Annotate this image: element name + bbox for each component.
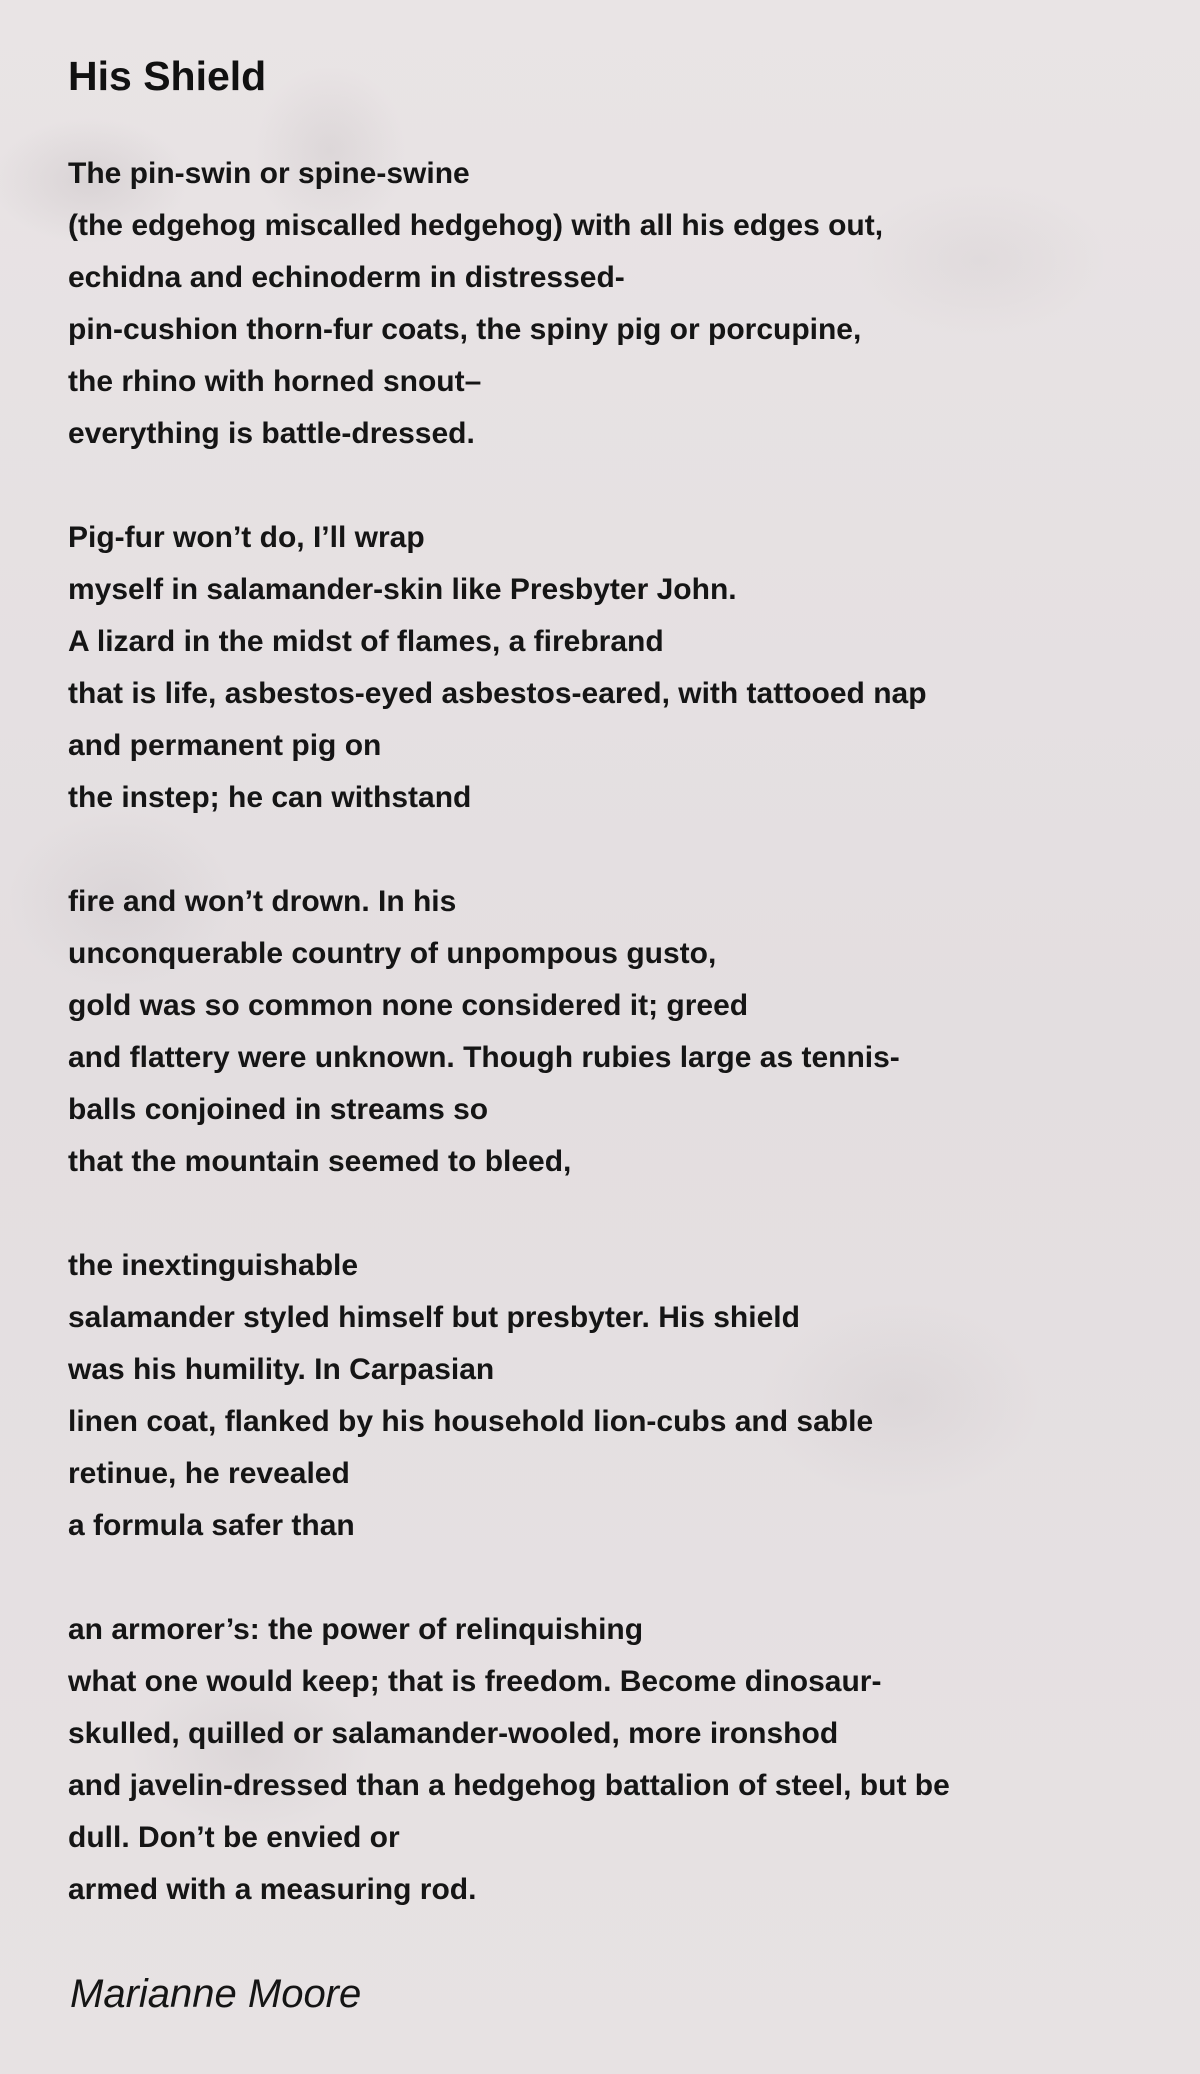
poem-line: and flattery were unknown. Though rubies large as tennis- bbox=[68, 1041, 900, 1074]
poem-line: that is life, asbestos-eyed asbestos-eared, with tattooed nap bbox=[68, 677, 927, 710]
stanza-3 bbox=[68, 876, 1132, 1188]
stanza-4 bbox=[68, 1240, 1132, 1552]
poem-line: was his humility. In Carpasian bbox=[68, 1353, 495, 1386]
poem-line: The pin-swin or spine-swine bbox=[68, 157, 470, 190]
poem-line: Pig-fur won’t do, I’ll wrap bbox=[68, 521, 425, 554]
poem-line: fire and won’t drown. In his bbox=[68, 885, 457, 918]
poem-line: the inextinguishable bbox=[68, 1249, 359, 1282]
poem-line: and javelin-dressed than a hedgehog battalion of steel, but be bbox=[68, 1769, 950, 1802]
stanza-1 bbox=[68, 148, 1132, 460]
poem-line: that the mountain seemed to bleed, bbox=[68, 1145, 572, 1178]
poem-body bbox=[68, 148, 1132, 1916]
poem-title: His Shield bbox=[68, 53, 267, 99]
poem-line: a formula safer than bbox=[68, 1509, 355, 1542]
poem-line: gold was so common none considered it; greed bbox=[68, 989, 749, 1022]
poem-line: skulled, quilled or salamander-wooled, more ironshod bbox=[68, 1717, 839, 1750]
poem-line: A lizard in the midst of flames, a firebrand bbox=[68, 625, 664, 658]
stanza-2 bbox=[68, 512, 1132, 824]
poem-line: what one would keep; that is freedom. Become dinosaur- bbox=[68, 1665, 882, 1698]
poem-line: salamander styled himself but presbyter. His shield bbox=[68, 1301, 800, 1334]
poem-author: Marianne Moore bbox=[70, 1972, 362, 2016]
poem-line: the rhino with horned snout– bbox=[68, 365, 482, 398]
poem-line: echidna and echinoderm in distressed- bbox=[68, 261, 625, 294]
poem-line: armed with a measuring rod. bbox=[68, 1873, 477, 1906]
poem-line: the instep; he can withstand bbox=[68, 781, 472, 814]
poem-line: pin-cushion thorn-fur coats, the spiny pig or porcupine, bbox=[68, 313, 862, 346]
poem-line: everything is battle-dressed. bbox=[68, 417, 475, 450]
poem-line: balls conjoined in streams so bbox=[68, 1093, 489, 1126]
poem-line: unconquerable country of unpompous gusto, bbox=[68, 937, 717, 970]
poem-line: retinue, he revealed bbox=[68, 1457, 350, 1490]
poem-line: myself in salamander-skin like Presbyter John. bbox=[68, 573, 737, 606]
poem-line: (the edgehog miscalled hedgehog) with all his edges out, bbox=[68, 209, 884, 242]
poem-line: and permanent pig on bbox=[68, 729, 382, 762]
poem-line: linen coat, flanked by his household lion-cubs and sable bbox=[68, 1405, 874, 1438]
stanza-5 bbox=[68, 1604, 1132, 1916]
poem-line: an armorer’s: the power of relinquishing bbox=[68, 1613, 644, 1646]
poem-line: dull. Don’t be envied or bbox=[68, 1821, 400, 1854]
